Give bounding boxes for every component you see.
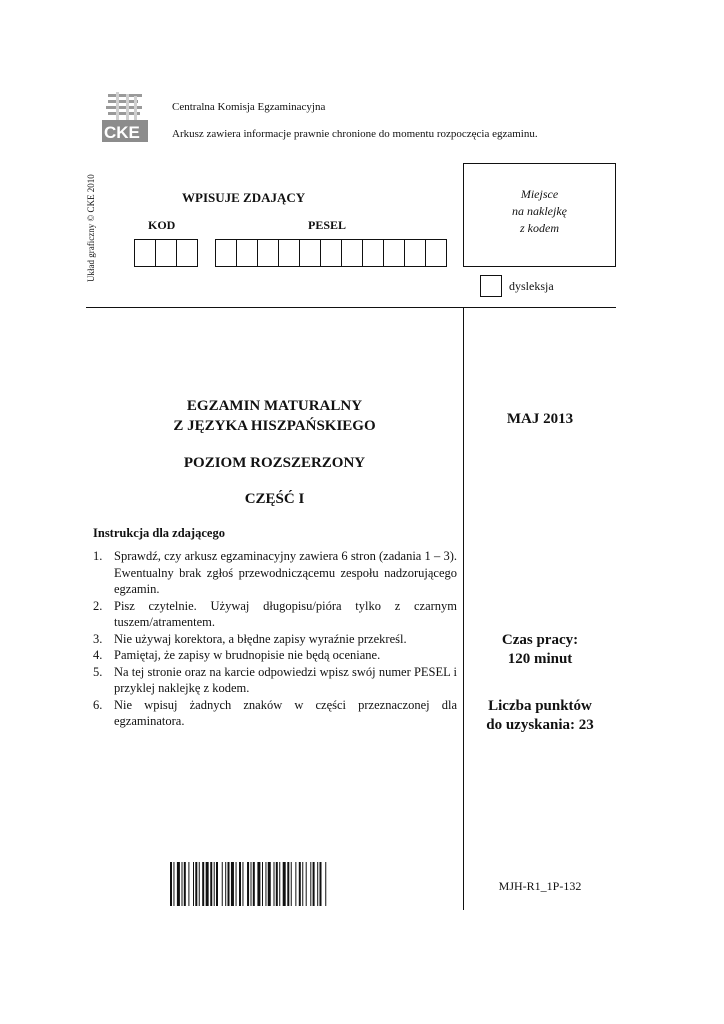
instruction-text: Na tej stronie oraz na karcie odpowiedzi wpisz swój numer PESEL i przyklej naklejkę z kodem. [114, 664, 457, 695]
cke-logo [102, 92, 148, 144]
max-points [464, 697, 616, 735]
barcode-bar [302, 862, 303, 906]
working-time-value: 120 minut [507, 651, 573, 667]
barcode-bar [262, 862, 263, 906]
barcode-bar [306, 862, 307, 906]
barcode-bar [291, 862, 292, 906]
barcode-bar [195, 862, 197, 906]
instructions-heading: Instrukcja dla zdającego [93, 526, 225, 540]
pesel-cell[interactable] [237, 239, 258, 267]
exam-title-line-1: EGZAMIN MATURALNY [186, 398, 363, 414]
pesel-cell[interactable] [216, 239, 237, 267]
sticker-placeholder [463, 163, 616, 267]
barcode-bar [202, 862, 204, 906]
pesel-cell[interactable] [300, 239, 321, 267]
barcode-bar [222, 862, 223, 906]
barcode-bar [276, 862, 278, 906]
instruction-number: 1. [93, 549, 103, 563]
instruction-item [93, 697, 457, 730]
dysleksja-label: dysleksja [509, 279, 554, 293]
barcode-bar [177, 862, 180, 906]
instruction-number: 3. [93, 631, 103, 646]
dysleksja-checkbox[interactable] [480, 275, 502, 297]
barcode-bar [253, 862, 255, 906]
pesel-cell[interactable] [258, 239, 279, 267]
instruction-text: Sprawdź, czy arkusz egzaminacyjny zawiera 6 stron (zadania 1 – 3). Ewentualny brak zgłoś przewodniczącemu zespołu nadzorującego egzamin. [114, 549, 457, 596]
barcode-bar [325, 862, 326, 906]
barcode-bar [265, 862, 266, 906]
kod-cell[interactable] [156, 239, 177, 267]
instruction-number: 2. [93, 598, 103, 613]
barcode-bar [225, 862, 226, 906]
candidate-heading: WPISUJE ZDAJĄCY [182, 190, 306, 205]
barcode-bar [320, 862, 322, 906]
max-points-label: Liczba punktów [488, 698, 592, 714]
barcode-bar [274, 862, 275, 906]
instruction-text: Nie wpisuj żadnych znaków w części przeznaczonej dla egzaminatora. [114, 697, 457, 728]
barcode-bar [173, 862, 174, 906]
instruction-text: Pamiętaj, że zapisy w brudnopisie nie będą oceniane. [114, 648, 381, 662]
barcode-bar [279, 862, 280, 906]
working-time-label: Czas pracy: [501, 632, 579, 648]
instruction-number: 5. [93, 664, 103, 679]
pesel-cell[interactable] [342, 239, 363, 267]
protection-notice: Arkusz zawiera informacje prawnie chronione do momentu rozpoczęcia egzaminu. [172, 128, 538, 140]
barcode-bar [239, 862, 241, 906]
exam-title [86, 396, 463, 436]
barcode-bar [228, 862, 230, 906]
barcode-bar [247, 862, 249, 906]
barcode-bar [268, 862, 271, 906]
sticker-line-1: Miejsce [520, 187, 559, 201]
barcode-bar [236, 862, 237, 906]
barcode-bar [214, 862, 215, 906]
barcode-bar [193, 862, 194, 906]
barcode-bar [283, 862, 286, 906]
exam-title-line-2: Z JĘZYKA HISZPAŃSKIEGO [173, 418, 376, 434]
organization-name: Centralna Komisja Egzaminacyjna [172, 101, 326, 113]
sheet-code: MJH-R1_1P-132 [498, 879, 582, 893]
pesel-cell[interactable] [384, 239, 405, 267]
sticker-line-3: z kodem [520, 221, 559, 235]
logo-text: CKE [104, 123, 140, 142]
barcode-bar [317, 862, 318, 906]
instruction-item [93, 631, 457, 648]
barcode-bar [310, 862, 311, 906]
instruction-number: 6. [93, 697, 103, 712]
instruction-item [93, 647, 457, 664]
kod-cell[interactable] [135, 239, 156, 267]
barcode-bar [184, 862, 186, 906]
pesel-label: PESEL [308, 218, 347, 232]
barcode-bar [251, 862, 252, 906]
max-points-value: do uzyskania: 23 [486, 717, 594, 733]
barcode-bar [216, 862, 218, 906]
copyright-vertical: Układ graficzny © CKE 2010 [86, 174, 96, 282]
pesel-cell[interactable] [426, 239, 447, 267]
instructions-list [93, 548, 457, 730]
working-time [464, 631, 616, 669]
instruction-item [93, 598, 457, 631]
barcode-bar [206, 862, 209, 906]
instruction-item [93, 664, 457, 697]
barcode-bar [170, 862, 172, 906]
kod-input-boxes[interactable] [134, 239, 198, 267]
barcode-bar [242, 862, 243, 906]
instruction-item [93, 548, 457, 598]
barcode-bar [287, 862, 289, 906]
barcode-bar [199, 862, 200, 906]
exam-level: POZIOM ROZSZERZONY [183, 455, 366, 471]
exam-part: CZĘŚĆ I [244, 491, 305, 507]
barcode-bar [188, 862, 189, 906]
instruction-text: Nie używaj korektora, a błędne zapisy wyraźnie przekreśl. [114, 631, 407, 646]
barcode-bar [210, 862, 212, 906]
pesel-cell[interactable] [321, 239, 342, 267]
barcode-bar [182, 862, 183, 906]
exam-date: MAJ 2013 [506, 411, 574, 427]
kod-label: KOD [148, 218, 176, 232]
pesel-cell[interactable] [405, 239, 426, 267]
kod-cell[interactable] [177, 239, 198, 267]
pesel-cell[interactable] [363, 239, 384, 267]
instruction-text: Pisz czytelnie. Używaj długopisu/pióra tylko z czarnym tuszem/atramentem. [114, 598, 457, 629]
barcode [170, 862, 381, 906]
pesel-cell[interactable] [279, 239, 300, 267]
pesel-input-boxes[interactable] [215, 239, 447, 267]
instruction-number: 4. [93, 648, 103, 662]
barcode-bar [313, 862, 315, 906]
vertical-divider [463, 307, 464, 910]
barcode-bar [295, 862, 296, 906]
barcode-bar [231, 862, 234, 906]
barcode-bar [257, 862, 260, 906]
barcode-bar [299, 862, 301, 906]
horizontal-divider [86, 307, 616, 308]
sticker-line-2: na naklejkę [512, 204, 567, 218]
